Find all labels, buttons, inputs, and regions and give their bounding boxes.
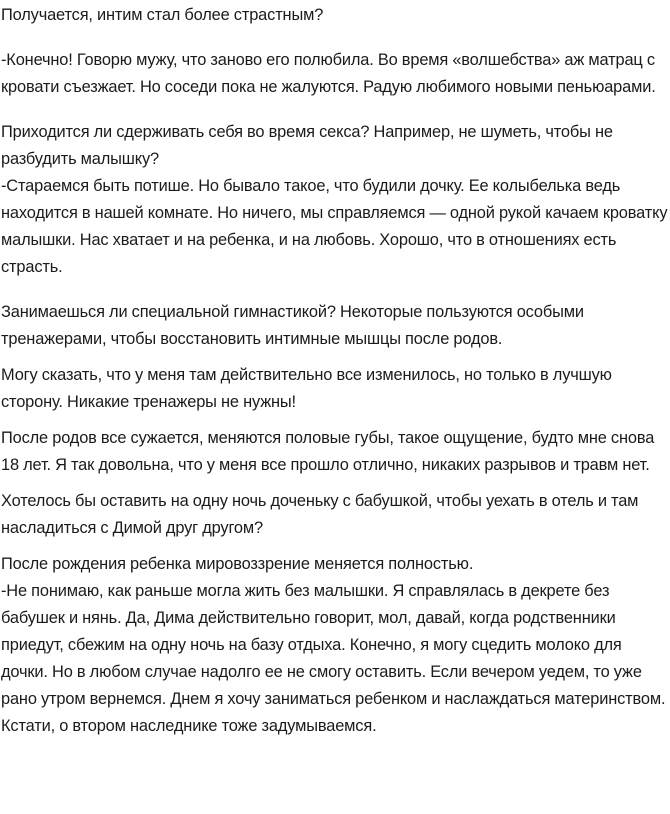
- paragraph-question-restrain-noise: Приходится ли сдерживать себя во время секса? Например, не шуметь, чтобы не разбудить малышку?: [1, 123, 613, 168]
- article-body: [0, 2, 670, 814]
- paragraph-answer-after-birth-changes: После родов все сужается, меняются половые губы, такое ощущение, будто мне снова 18 лет. Я так довольна, что у меня все прошло отлично, никаких разрывов и травм нет.: [1, 429, 655, 474]
- paragraph-question-hotel-night: Хотелось бы оставить на одну ночь доченьку с бабушкой, чтобы уехать в отель и там насладиться с Димой друг другом?: [1, 492, 639, 537]
- paragraph-answer-intimacy-passion: -Конечно! Говорю мужу, что заново его полюбила. Во время «волшебства» аж матрац с кровати съезжает. Но соседи пока не жалуются. Радую любимого новыми пеньюарами.: [1, 51, 656, 96]
- paragraph-question-intimacy-passion: Получается, интим стал более страстным?: [1, 6, 324, 24]
- paragraph-answer-restrain-noise: -Стараемся быть потише. Но бывало такое, что будили дочку. Ее колыбелька ведь находится в нашей комнате. Но ничего, мы справляемся — одной рукой качаем кроватку малышки. Нас хватает и на ребенка, и на любовь. Хорошо, что в отношениях есть страсть.: [1, 177, 668, 276]
- paragraph-answer-gymnastics: Могу сказать, что у меня там действительно все изменилось, но только в лучшую сторону. Никакие тренажеры не нужны!: [1, 366, 612, 411]
- paragraph-answer-worldview: -Не понимаю, как раньше могла жить без малышки. Я справлялась в декрете без бабушек и нянь. Да, Дима действительно говорит, мол, давай, когда родственники приедут, сбежим на одну ночь на базу отдыха. Конечно, я могу сцедить молоко для дочки. Но в любом случае надолго ее не смогу оставить. Если вечером уедем, то уже рано утром вернемся. Днем я хочу заниматься ребенком и наслаждаться материнством. Кстати, о втором наследнике тоже задумываемся.: [1, 582, 666, 735]
- paragraph-question-worldview: После рождения ребенка мировоззрение меняется полностью.: [1, 555, 474, 573]
- paragraph-question-gymnastics: Занимаешься ли специальной гимнастикой? Некоторые пользуются особыми тренажерами, чтобы восстановить интимные мышцы после родов.: [1, 303, 584, 348]
